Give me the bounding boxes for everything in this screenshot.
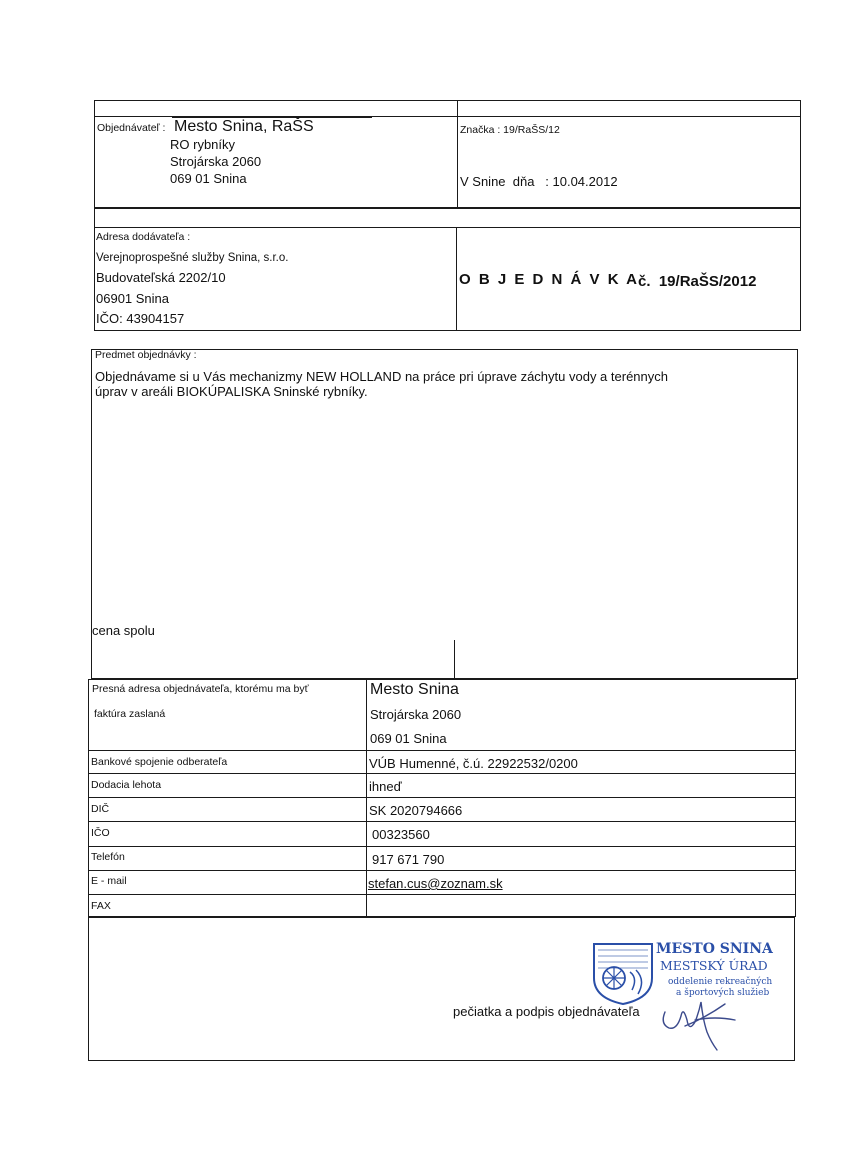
price-divider <box>454 640 455 679</box>
invoice-name: Mesto Snina <box>370 681 459 698</box>
invoice-city: 069 01 Snina <box>370 731 447 746</box>
stamp-line-4: a športových služieb <box>676 988 770 998</box>
header-divider <box>457 100 458 208</box>
order-title: O B J E D N Á V K A <box>459 271 639 288</box>
row-rule <box>88 773 796 774</box>
price-label: cena spolu <box>92 623 155 638</box>
bank-value: VÚB Humenné, č.ú. 22922532/0200 <box>369 756 578 771</box>
email-label: E - mail <box>91 875 127 887</box>
invoice-label-line-1: Presná adresa objednávateľa, ktorému ma byť <box>92 683 309 695</box>
subject-text-line-2: úprav v areáli BIOKÚPALISKA Sninské rybníky. <box>95 384 368 399</box>
subject-text-line-1: Objednávame si u Vás mechanizmy NEW HOLLAND na práce pri úprave záchytu vody a terénnych <box>95 369 668 384</box>
dic-label: DIČ <box>91 803 110 815</box>
stamp-line-2: MESTSKÝ ÚRAD <box>660 958 768 973</box>
row-rule <box>88 894 796 895</box>
orderer-line-1: RO rybníky <box>170 137 236 152</box>
orderer-line-3: 069 01 Snina <box>170 171 247 186</box>
row-rule <box>88 846 796 847</box>
delivery-label: Dodacia lehota <box>91 779 162 791</box>
place-date: V Snine dňa : 10.04.2012 <box>460 174 618 189</box>
stamp-line-3: oddelenie rekreačných <box>668 977 773 987</box>
orderer-line-2: Strojárska 2060 <box>170 154 262 169</box>
orderer-label: Objednávateľ : <box>97 122 166 134</box>
stamp-line-1: MESTO SNINA <box>656 941 773 957</box>
row-rule <box>88 821 796 822</box>
signature-label: pečiatka a podpis objednávateľa <box>453 1004 640 1019</box>
subject-label: Predmet objednávky : <box>95 349 197 361</box>
row-rule <box>88 797 796 798</box>
supplier-street: Budovateľská 2202/10 <box>96 270 226 285</box>
supplier-divider <box>456 227 457 331</box>
email-value: stefan.cus@zoznam.sk <box>368 876 503 891</box>
details-column-divider <box>366 679 367 917</box>
dic-value: SK 2020794666 <box>369 803 463 818</box>
supplier-label: Adresa dodávateľa : <box>96 231 191 243</box>
phone-value: 917 671 790 <box>372 852 445 867</box>
ico-label: IČO <box>91 827 110 839</box>
fax-label: FAX <box>91 900 111 912</box>
row-rule <box>88 870 796 871</box>
orderer-name: Mesto Snina, RaŠS <box>174 118 314 135</box>
bank-label: Bankové spojenie odberateľa <box>91 756 228 768</box>
supplier-top-rule <box>94 227 801 228</box>
order-number: č. 19/RaŠS/2012 <box>638 273 757 290</box>
ico-value: 00323560 <box>372 827 430 842</box>
delivery-value: ihneď <box>369 779 402 794</box>
supplier-ico: IČO: 43904157 <box>96 311 185 326</box>
reference-number: Značka : 19/RaŠS/12 <box>460 124 560 136</box>
supplier-name: Verejnoprospešné služby Snina, s.r.o. <box>96 252 289 264</box>
handwritten-signature <box>655 992 755 1054</box>
supplier-city: 06901 Snina <box>96 291 170 306</box>
phone-label: Telefón <box>91 851 125 863</box>
invoice-label-line-2: faktúra zaslaná <box>94 708 166 720</box>
city-emblem-icon <box>592 942 654 1006</box>
row-rule <box>88 750 796 751</box>
invoice-street: Strojárska 2060 <box>370 707 462 722</box>
